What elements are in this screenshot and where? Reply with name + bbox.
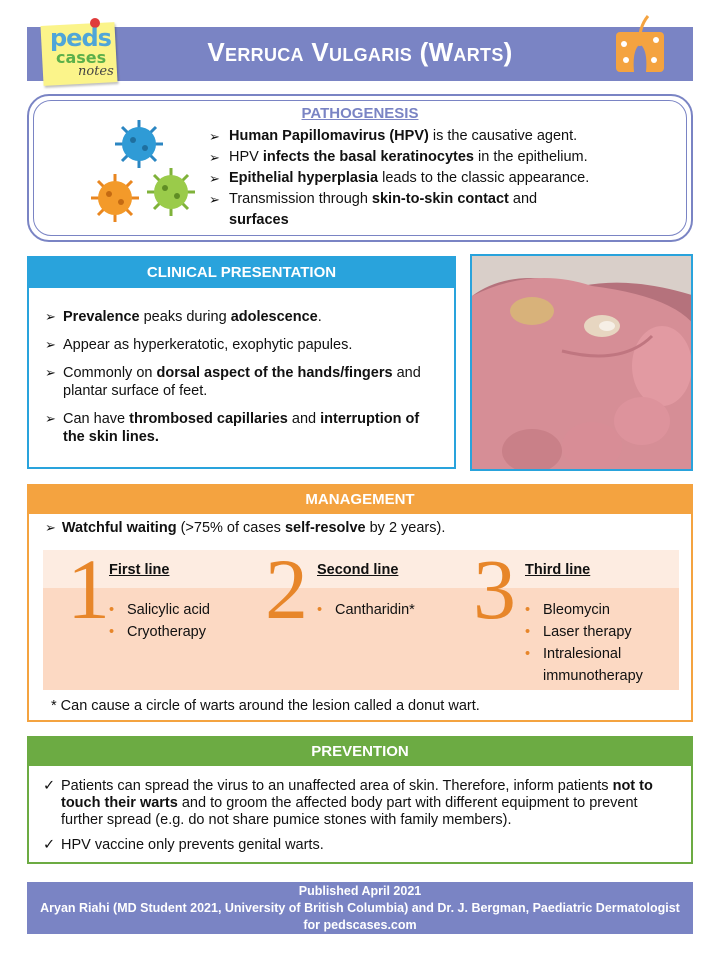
item-bold-text: self-resolve xyxy=(284,520,366,536)
management-intro xyxy=(45,520,445,536)
arrow-bullet-icon: ➢ xyxy=(209,129,220,144)
logo-text-peds: peds xyxy=(50,24,111,52)
arrow-bullet-icon: ➢ xyxy=(45,411,56,426)
management-panel xyxy=(27,484,693,722)
item-bold-text: interruption of the skin lines. xyxy=(63,411,420,445)
management-footnote: * Can cause a circle of warts around the lesion called a donut wart. xyxy=(51,698,480,714)
treatment-steps xyxy=(43,541,679,690)
item-text: and to groom the affected body part with different equipment to prevent further spread (e.g. do not share pumice stones with family members). xyxy=(61,795,638,828)
arrow-bullet-icon: ➢ xyxy=(209,150,220,165)
item-text: HPV xyxy=(229,149,263,165)
foot-image xyxy=(472,256,693,471)
plantar-warts-photo xyxy=(470,254,693,471)
item-bold-text: infects the basal keratinocytes xyxy=(262,149,474,165)
arrow-bullet-icon: ➢ xyxy=(45,337,56,352)
item-bold-text: dorsal aspect of the hands/fingers xyxy=(156,365,393,381)
item-text: and plantar surface of feet. xyxy=(63,365,421,399)
step-first-line xyxy=(67,541,267,690)
list-item: • Intralesional immunotherapy xyxy=(525,643,675,687)
item-text: (>75% of cases xyxy=(176,520,285,536)
list-item xyxy=(209,168,669,189)
item-text: HPV vaccine only prevents genital warts. xyxy=(61,837,324,853)
item-bold-text: skin-to-skin contact xyxy=(371,191,509,207)
logo-text-notes: notes xyxy=(78,64,114,79)
clinical-presentation-panel xyxy=(27,256,456,469)
item-text: and xyxy=(508,191,538,207)
arrow-bullet-icon: ➢ xyxy=(45,309,56,324)
clinical-list xyxy=(29,288,454,446)
list-item xyxy=(209,147,669,168)
prevention-list xyxy=(29,766,691,854)
step-second-line xyxy=(265,541,465,690)
list-item xyxy=(45,336,444,354)
checkmark-icon: ✓ xyxy=(43,778,56,794)
pathogenesis-list xyxy=(209,126,669,231)
step-list xyxy=(525,599,675,687)
prevention-title: PREVENTION xyxy=(29,738,691,766)
step-title: First line xyxy=(109,562,170,578)
item-text: in the epithelium. xyxy=(474,149,588,165)
item-bold-text: surfaces xyxy=(229,212,289,228)
step-number: 2 xyxy=(265,541,308,637)
item-text: is the causative agent. xyxy=(428,128,578,144)
list-item xyxy=(45,364,444,400)
item-text: by 2 years). xyxy=(365,520,446,536)
list-item xyxy=(209,126,669,147)
arrow-bullet-icon: ➢ xyxy=(209,171,220,186)
list-item xyxy=(209,189,669,231)
list-item xyxy=(43,778,679,829)
list-item xyxy=(43,837,679,854)
step-list xyxy=(109,599,210,643)
footer-published: Published April 2021 xyxy=(298,884,422,898)
step-third-line xyxy=(473,541,673,690)
list-item xyxy=(45,410,444,446)
virus-cluster-illustration xyxy=(59,116,199,236)
list-item: • Cantharidin* xyxy=(317,599,415,621)
item-text: Appear as hyperkeratotic, exophytic papules. xyxy=(63,337,353,353)
step-list xyxy=(317,599,415,621)
step-number: 3 xyxy=(473,541,516,637)
list-item: • Cryotherapy xyxy=(109,621,210,643)
item-text: peaks during xyxy=(139,309,231,325)
arrow-bullet-icon: ➢ xyxy=(209,192,220,207)
clinical-presentation-title: CLINICAL PRESENTATION xyxy=(29,258,454,288)
footer-site: for pedscases.com xyxy=(303,918,417,932)
item-bold-text: thrombosed capillaries xyxy=(129,411,288,427)
item-bold-text: adolescence xyxy=(230,309,318,325)
item-bold-text: Watchful waiting xyxy=(61,520,177,536)
item-bold-text: Epithelial hyperplasia xyxy=(229,170,379,186)
arrow-bullet-icon: ➢ xyxy=(45,520,56,535)
footer-authors: Aryan Riahi (MD Student 2021, University of British Columbia) and Dr. J. Bergman, Paediatric Dermatologist xyxy=(40,901,680,915)
item-text: Transmission through xyxy=(229,191,372,207)
pedscases-logo xyxy=(34,18,116,84)
pathogenesis-panel xyxy=(27,94,693,242)
item-text: leads to the classic appearance. xyxy=(378,170,590,186)
item-text: Can have xyxy=(63,411,130,427)
step-title: Third line xyxy=(525,562,591,578)
item-text: and xyxy=(287,411,321,427)
checkmark-icon: ✓ xyxy=(43,837,56,853)
footer-banner xyxy=(27,882,693,934)
list-item: • Bleomycin xyxy=(525,599,675,621)
management-title: MANAGEMENT xyxy=(29,486,691,514)
item-bold-text: Human Papillomavirus (HPV) xyxy=(229,128,429,144)
logo-text-cases: cases xyxy=(56,48,107,67)
skin-hair-follicle-icon xyxy=(612,10,668,76)
step-number: 1 xyxy=(67,541,110,637)
list-item: • Laser therapy xyxy=(525,621,675,643)
page-title: Verruca Vulgaris (Warts) xyxy=(207,37,513,67)
step-title: Second line xyxy=(317,562,399,578)
prevention-panel xyxy=(27,736,693,864)
item-text: Patients can spread the virus to an unaffected area of skin. Therefore, inform patients xyxy=(61,778,613,794)
list-item xyxy=(45,308,444,326)
item-bold-text: Prevalence xyxy=(63,309,140,325)
arrow-bullet-icon: ➢ xyxy=(45,365,56,380)
list-item: • Salicylic acid xyxy=(109,599,210,621)
title-banner xyxy=(27,27,693,81)
pathogenesis-title: PATHOGENESIS xyxy=(301,105,419,122)
item-bold-text: not to touch their warts xyxy=(61,778,653,811)
item-text: Commonly on xyxy=(63,365,157,381)
item-text: . xyxy=(317,309,322,325)
